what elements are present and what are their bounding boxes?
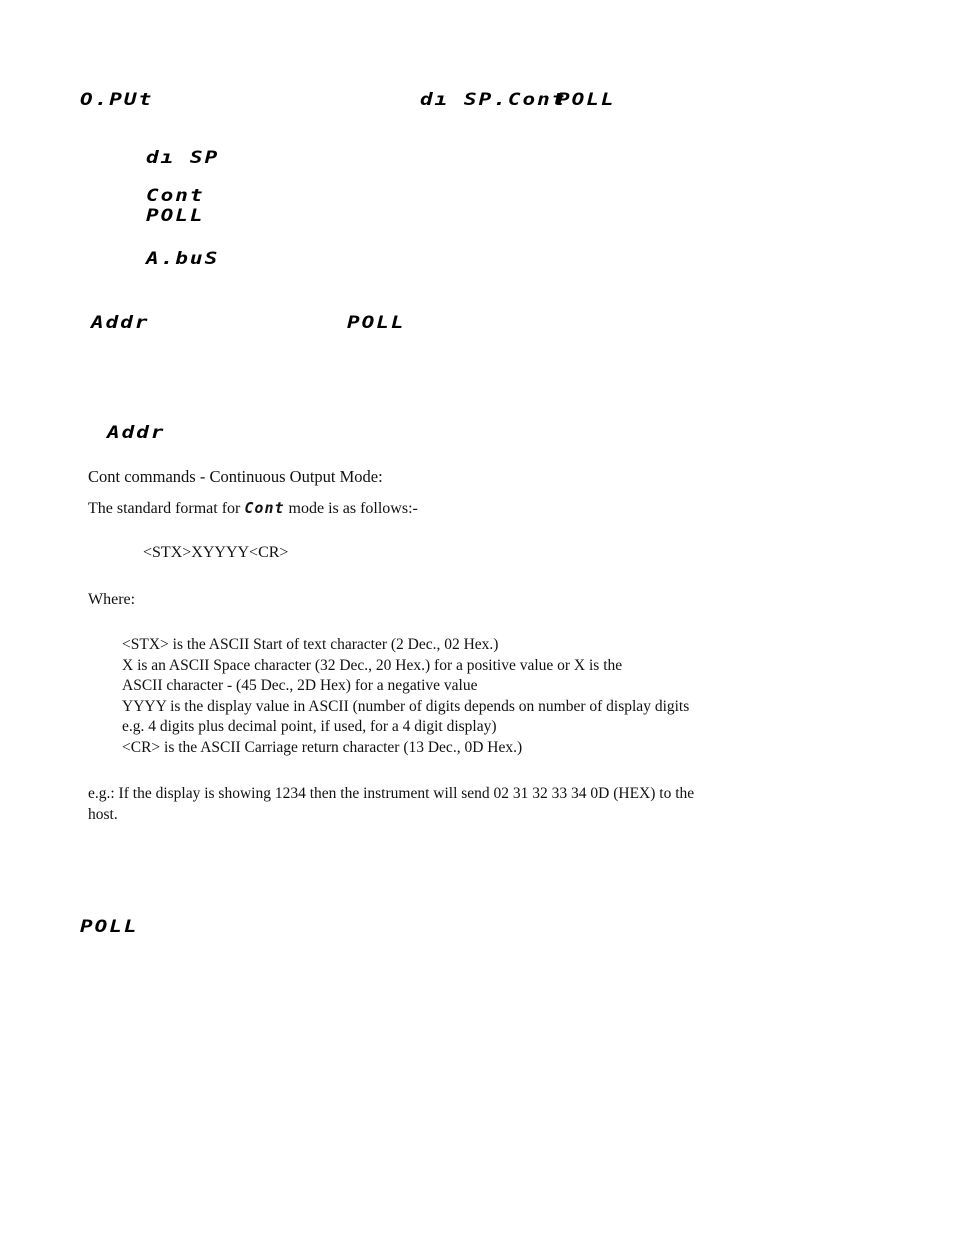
example-text xyxy=(88,784,694,825)
format-string: <STX>XYYYY<CR> xyxy=(143,544,289,561)
definition-line: X is an ASCII Space character (32 Dec., 20 Hex.) for a positive value or X is the xyxy=(122,656,623,674)
oput-code: O.PUt xyxy=(80,89,154,110)
definition-line: <CR> is the ASCII Carriage return character (13 Dec., 0D Hex.) xyxy=(122,738,523,756)
definition-line: e.g. 4 digits plus decimal point, if used, for a 4 digit display) xyxy=(122,718,497,735)
where-label: Where: xyxy=(88,591,136,608)
disp-code: dı SP xyxy=(146,147,220,168)
addr-code-2: Addr xyxy=(107,422,166,443)
cont-code: Cont xyxy=(146,185,205,206)
format-intro-after: mode is as follows:- xyxy=(284,500,418,517)
format-intro-before: The standard format for xyxy=(88,500,245,517)
definition-line: YYYY is the display value in ASCII (number of digits depends on number of display digits xyxy=(122,697,690,715)
definitions-list xyxy=(122,635,689,758)
definition-line: <STX> is the ASCII Start of text character (2 Dec., 02 Hex.) xyxy=(122,636,499,653)
poll-code-bottom: POLL xyxy=(80,916,139,937)
addr-code: Addr xyxy=(91,312,150,333)
disp-cont-code: dı SP.Cont xyxy=(420,89,567,110)
cont-code-inline: Cont xyxy=(244,499,285,517)
example-line: host. xyxy=(88,805,118,823)
poll-code-right: POLL xyxy=(347,312,406,333)
section-heading: Cont commands - Continuous Output Mode: xyxy=(88,467,383,486)
format-intro xyxy=(88,498,418,519)
example-line: e.g.: If the display is showing 1234 then the instrument will send 02 31 32 33 34 0D (HEX) to the xyxy=(88,785,695,802)
abus-code: A.buS xyxy=(146,248,220,269)
poll-code-top: POLL xyxy=(557,89,616,110)
definition-line: ASCII character - (45 Dec., 2D Hex) for a negative value xyxy=(122,677,478,694)
poll-code: POLL xyxy=(146,205,205,226)
